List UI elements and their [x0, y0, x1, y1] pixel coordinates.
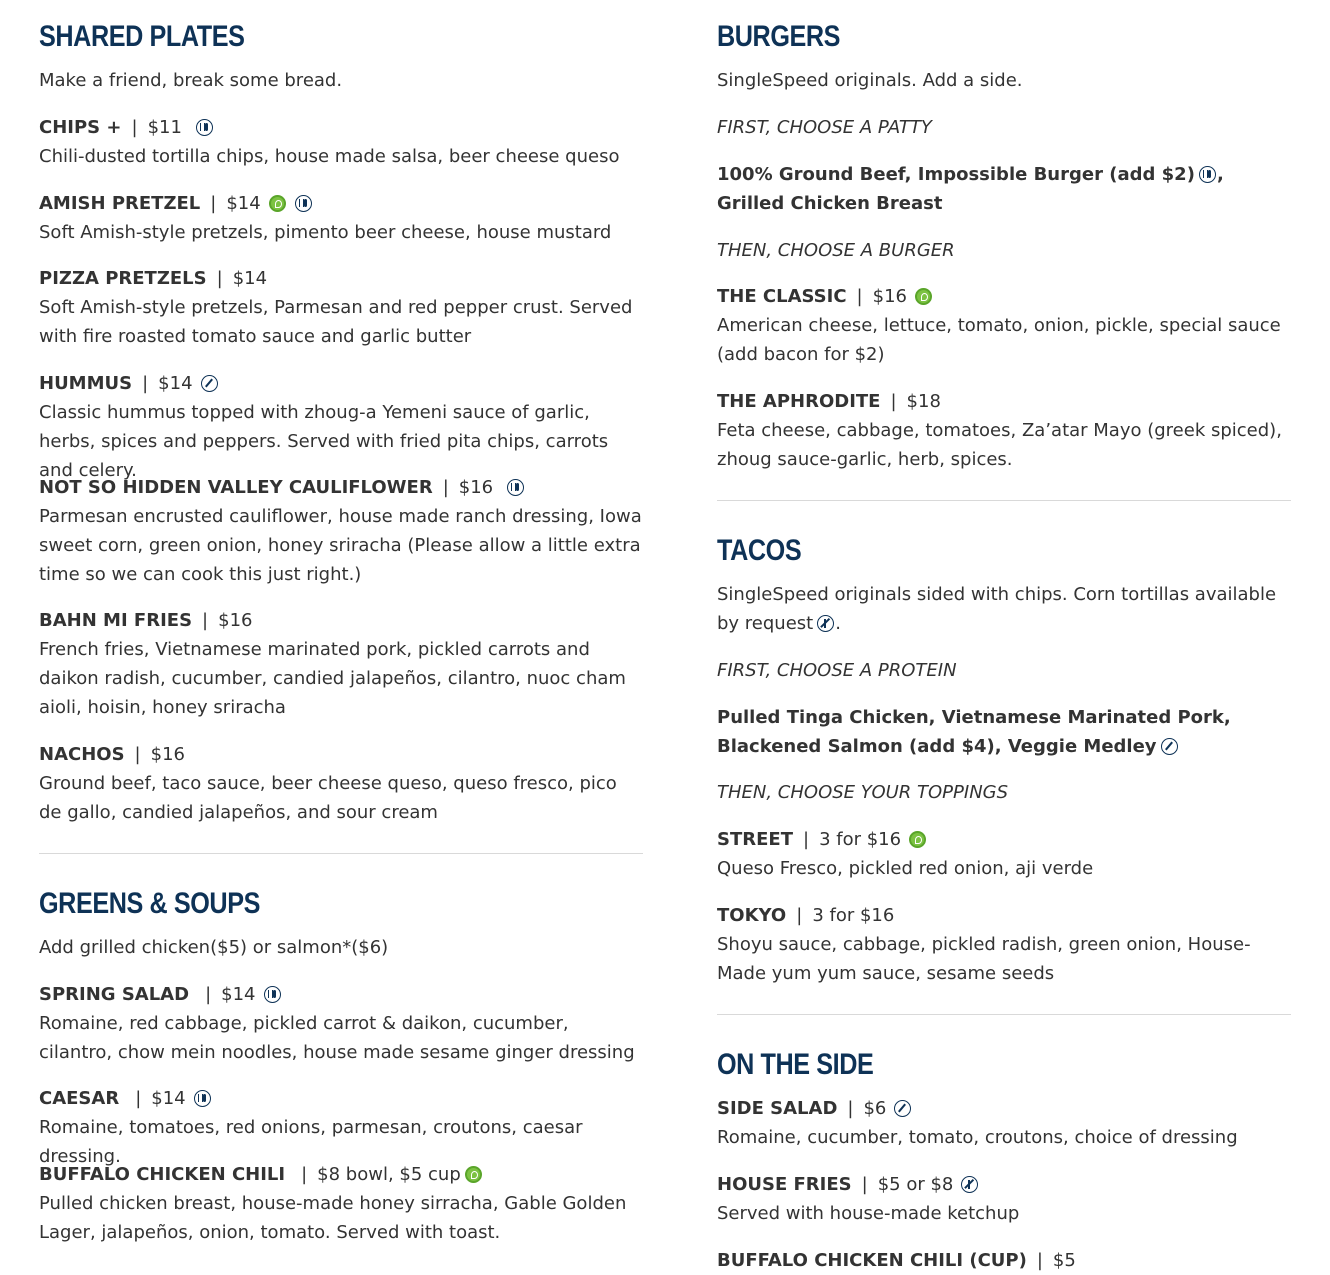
- item-description: French fries, Vietnamese marinated pork, pickled carrots and daikon radish, cucumber, candied jalapeños, cilantro, nuoc cham aioli, hoisin, honey sriracha: [39, 639, 626, 718]
- shareable-icon: [194, 1090, 211, 1107]
- vegetarian-icon: [269, 195, 286, 212]
- section-intro: Add grilled chicken($5) or salmon*($6): [39, 937, 389, 958]
- vegan-icon: [1161, 738, 1178, 755]
- item-description: Ground beef, taco sauce, beer cheese queso, queso fresco, pico de gallo, candied jalapeños, and sour cream: [39, 773, 617, 823]
- item-name: BUFFALO CHICKEN CHILI: [39, 1164, 286, 1185]
- item-description: Queso Fresco, pickled red onion, aji verde: [717, 858, 1094, 879]
- section-intro-text: .: [835, 613, 841, 634]
- item-description: Served with house-made ketchup: [717, 1203, 1020, 1224]
- vegetarian-icon: [909, 831, 926, 848]
- separator: |: [202, 610, 209, 631]
- item-name: HOUSE FRIES: [717, 1174, 852, 1195]
- item-name: SIDE SALAD: [717, 1098, 838, 1119]
- item-name: TOKYO: [717, 905, 787, 926]
- separator: |: [134, 744, 141, 765]
- menu-item-caesar: [39, 1084, 643, 1171]
- separator: |: [442, 477, 449, 498]
- section-intro: SingleSpeed originals. Add a side.: [717, 70, 1023, 91]
- item-name: HUMMUS: [39, 373, 133, 394]
- item-price: 3 for $16: [819, 829, 902, 850]
- separator: |: [216, 268, 223, 289]
- menu-item-side-salad: [717, 1094, 1291, 1152]
- shareable-icon: [196, 119, 213, 136]
- item-name: STREET: [717, 829, 793, 850]
- section-intro: Make a friend, break some bread.: [39, 70, 343, 91]
- item-price: $5 or $8: [877, 1174, 954, 1195]
- section-divider: [717, 500, 1291, 501]
- menu-item-nachos: [39, 740, 643, 827]
- item-name: THE CLASSIC: [717, 286, 847, 307]
- separator: |: [210, 193, 217, 214]
- menu-item-cauliflower: [39, 473, 643, 589]
- shareable-icon: [1199, 166, 1216, 183]
- item-name: PIZZA PRETZELS: [39, 268, 207, 289]
- item-description: Parmesan encrusted cauliflower, house made ranch dressing, Iowa sweet corn, green onion, honey sriracha (Please allow a little extra time so we can cook this just right.): [39, 506, 642, 585]
- menu-item-buffalo-chicken-chili: [39, 1160, 643, 1247]
- item-description: Soft Amish-style pretzels, pimento beer cheese, house mustard: [39, 222, 612, 243]
- separator: |: [142, 373, 149, 394]
- separator: |: [301, 1164, 308, 1185]
- item-price: $11: [147, 117, 182, 138]
- item-name: SPRING SALAD: [39, 984, 190, 1005]
- menu-item-chips: [39, 113, 643, 171]
- step-heading: FIRST, CHOOSE A PATTY: [717, 117, 932, 138]
- item-description: Shoyu sauce, cabbage, pickled radish, green onion, House-Made yum yum sauce, sesame seeds: [717, 934, 1251, 984]
- section-divider: [39, 853, 643, 854]
- menu-item-street: [717, 825, 1291, 883]
- patty-choices-text: 100% Ground Beef, Impossible Burger (add $2): [717, 164, 1195, 185]
- item-price: $16: [218, 610, 253, 631]
- item-price: $5: [1052, 1250, 1076, 1271]
- separator: |: [802, 829, 810, 850]
- menu-item-the-classic: [717, 282, 1291, 369]
- item-price: 3 for $16: [812, 905, 895, 926]
- menu-item-spring-salad: [39, 980, 643, 1067]
- section-title-on-the-side: ON THE SIDE: [717, 1048, 874, 1081]
- item-description: Romaine, red cabbage, pickled carrot & daikon, cucumber, cilantro, chow mein noodles, house made sesame ginger dressing: [39, 1013, 635, 1063]
- section-intro: [717, 580, 1291, 638]
- item-description: Chili-dusted tortilla chips, house made salsa, beer cheese queso: [39, 146, 620, 167]
- separator: |: [131, 117, 138, 138]
- separator: |: [861, 1174, 868, 1195]
- section-title-tacos: TACOS: [717, 534, 802, 567]
- item-description: Feta cheese, cabbage, tomatoes, Za’atar Mayo (greek spiced), zhoug sauce-garlic, herb, spices.: [717, 420, 1282, 470]
- item-description: Romaine, cucumber, tomato, croutons, choice of dressing: [717, 1127, 1238, 1148]
- patty-choices-text: , Grilled Chicken Breast: [717, 164, 1224, 214]
- shareable-icon: [507, 479, 524, 496]
- item-name: NOT SO HIDDEN VALLEY CAULIFLOWER: [39, 477, 433, 498]
- shareable-icon: [295, 195, 312, 212]
- item-description: Soft Amish-style pretzels, Parmesan and red pepper crust. Served with fire roasted tomato sauce and garlic butter: [39, 297, 633, 347]
- section-intro-text: SingleSpeed originals sided with chips. Corn tortillas available by request: [717, 584, 1277, 634]
- item-price: $14: [158, 373, 193, 394]
- vegetarian-icon: [465, 1166, 482, 1183]
- item-price: $16: [872, 286, 907, 307]
- separator: |: [856, 286, 863, 307]
- patty-choices: [717, 160, 1291, 218]
- separator: |: [135, 1088, 142, 1109]
- item-description: American cheese, lettuce, tomato, onion, pickle, special sauce (add bacon for $2): [717, 315, 1281, 365]
- menu-item-the-aphrodite: [717, 387, 1291, 474]
- vegan-icon: [201, 375, 218, 392]
- separator: |: [890, 391, 897, 412]
- protein-choices: [717, 703, 1291, 761]
- item-name: CAESAR: [39, 1088, 120, 1109]
- item-name: BAHN MI FRIES: [39, 610, 193, 631]
- section-title-greens-soups: GREENS & SOUPS: [39, 887, 260, 920]
- item-price: $16: [458, 477, 494, 498]
- section-title-shared-plates: SHARED PLATES: [39, 20, 245, 53]
- item-description: Pulled chicken breast, house-made honey sirracha, Gable Golden Lager, jalapeños, onion, tomato. Served with toast.: [39, 1193, 627, 1243]
- gluten-free-icon: [961, 1176, 978, 1193]
- menu-item-amish-pretzel: [39, 189, 643, 247]
- vegetarian-icon: [915, 288, 932, 305]
- item-price: $14: [232, 268, 268, 289]
- item-price: $18: [906, 391, 941, 412]
- menu-item-tokyo: [717, 901, 1291, 988]
- item-description: Romaine, tomatoes, red onions, parmesan, croutons, caesar dressing.: [39, 1117, 583, 1167]
- step-heading: THEN, CHOOSE YOUR TOPPINGS: [717, 782, 1009, 803]
- item-price: $14: [226, 193, 261, 214]
- section-title-burgers: BURGERS: [717, 20, 841, 53]
- item-price: $16: [150, 744, 185, 765]
- item-price: $6: [863, 1098, 887, 1119]
- vegan-icon: [894, 1100, 911, 1117]
- menu-item-bahn-mi-fries: [39, 606, 643, 722]
- separator: |: [1036, 1250, 1043, 1271]
- step-heading: THEN, CHOOSE A BURGER: [717, 240, 955, 261]
- step-heading: FIRST, CHOOSE A PROTEIN: [717, 660, 957, 681]
- menu-item-house-fries: [717, 1170, 1291, 1228]
- item-name: CHIPS +: [39, 117, 122, 138]
- menu-item-pizza-pretzels: [39, 264, 643, 351]
- separator: |: [796, 905, 803, 926]
- item-price: $14: [221, 984, 256, 1005]
- shareable-icon: [264, 986, 281, 1003]
- item-name: NACHOS: [39, 744, 125, 765]
- item-name: AMISH PRETZEL: [39, 193, 201, 214]
- item-name: BUFFALO CHICKEN CHILI (CUP): [717, 1250, 1027, 1271]
- protein-choices-text: Pulled Tinga Chicken, Vietnamese Marinated Pork, Blackened Salmon (add $4), Veggie Medley: [717, 707, 1231, 757]
- separator: |: [205, 984, 212, 1005]
- menu-item-hummus: [39, 369, 643, 485]
- gluten-free-icon: [817, 615, 834, 632]
- item-price: $8 bowl, $5 cup: [317, 1164, 461, 1185]
- item-name: THE APHRODITE: [717, 391, 881, 412]
- section-divider: [717, 1014, 1291, 1015]
- separator: |: [847, 1098, 854, 1119]
- item-description: Classic hummus topped with zhoug-a Yemeni sauce of garlic, herbs, spices and peppers. Served with fried pita chips, carrots and celery.: [39, 402, 609, 481]
- item-price: $14: [151, 1088, 186, 1109]
